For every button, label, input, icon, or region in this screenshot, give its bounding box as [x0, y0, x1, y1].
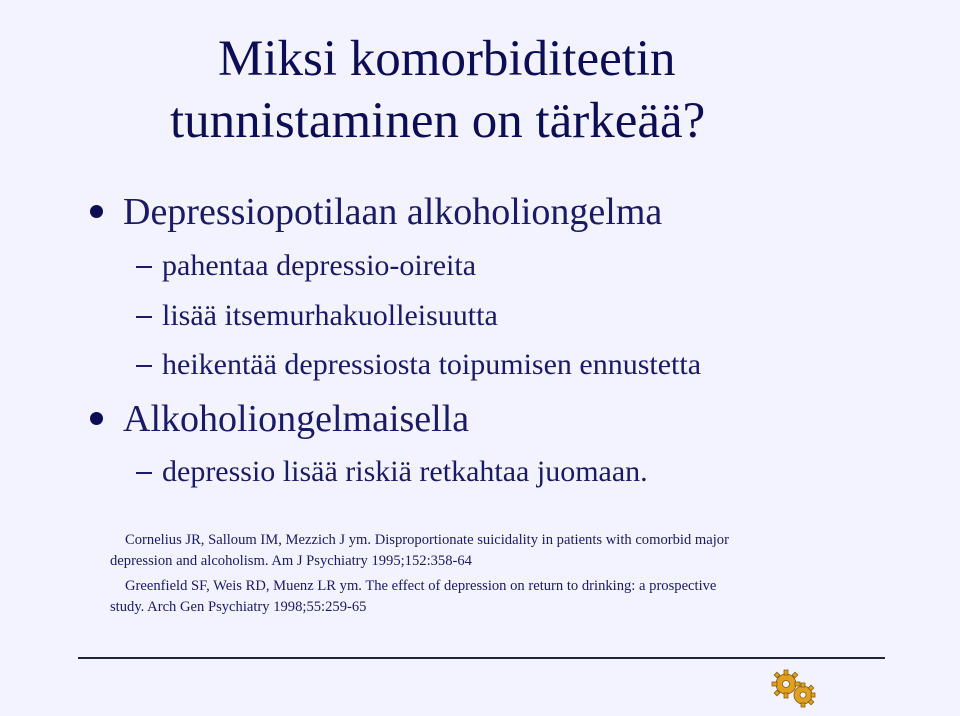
sub-bullet-text: pahentaa depressio-oireita	[162, 249, 477, 282]
bullet-text: Depressiopotilaan alkoholiongelma	[123, 191, 663, 233]
reference-line: Greenfield SF, Weis RD, Muenz LR ym. The effect of depression on return to drinking: a prospective	[125, 578, 717, 594]
reference-1	[110, 530, 810, 572]
reference-line: Cornelius JR, Salloum IM, Mezzich J ym. Disproportionate suicidality in patients with comorbid major	[125, 532, 729, 548]
dash-icon	[136, 365, 152, 367]
reference-line: study. Arch Gen Psychiatry 1998;55:259-65	[110, 599, 367, 615]
slide-title	[170, 28, 870, 152]
sub-bullet-text: depressio lisää riskiä retkahtaa juomaan.	[162, 455, 648, 488]
bullet-dot-icon	[90, 205, 103, 218]
dash-icon	[136, 316, 152, 318]
gears-logo-icon	[770, 668, 818, 708]
reference-2	[110, 576, 810, 618]
dash-icon	[136, 472, 152, 474]
slide-title-line-2: tunnistaminen on tärkeää?	[170, 93, 706, 149]
bullet-dot-icon	[90, 412, 103, 425]
sub-bullet-text: heikentää depressiosta toipumisen ennustetta	[162, 348, 702, 381]
reference-line: depression and alcoholism. Am J Psychiatry 1995;152:358-64	[110, 553, 472, 569]
sub-bullet-text: lisää itsemurhakuolleisuutta	[162, 299, 498, 332]
slide-title-line-1: Miksi komorbiditeetin	[218, 31, 676, 87]
footer-divider	[78, 657, 885, 659]
dash-icon	[136, 266, 152, 268]
bullet-text: Alkoholiongelmaisella	[123, 398, 470, 440]
